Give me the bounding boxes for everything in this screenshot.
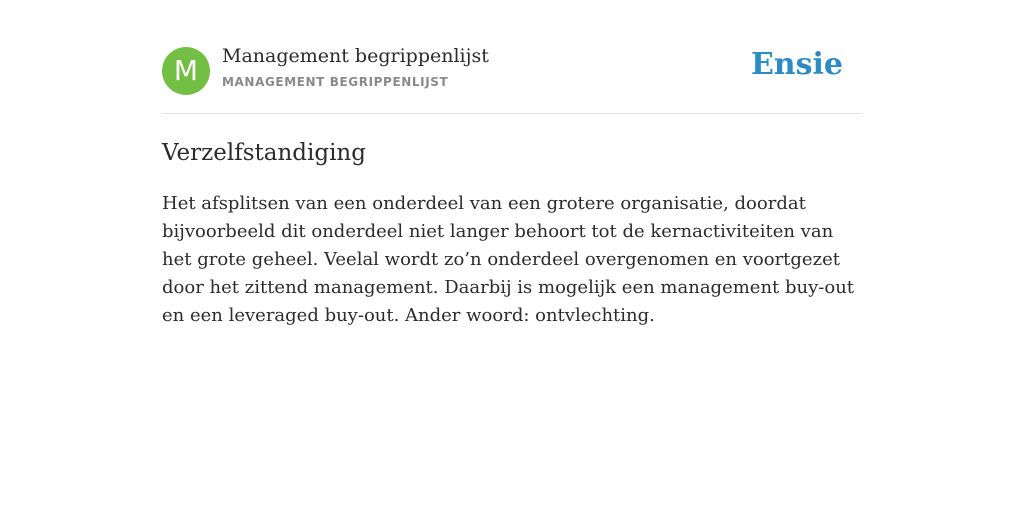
entry-term: Verzelfstandiging <box>162 140 366 166</box>
source-subtitle: MANAGEMENT BEGRIPPENLIJST <box>222 75 449 89</box>
source-avatar[interactable]: M <box>162 47 210 95</box>
entry-header <box>162 0 862 114</box>
ensie-logo[interactable]: Ensie <box>750 47 843 82</box>
entry-definition: Het afsplitsen van een onderdeel van een grotere organisatie, doordat bijvoorbeeld dit onderdeel niet langer behoort tot de kernactiviteiten van het grote geheel. Veelal wordt zo’n onderdeel overgenomen en voortgezet door het zittend management. Daarbij is mogelijk een management buy-out en een leveraged buy-out. Ander woord: ontvlechting. <box>162 193 855 326</box>
entry-card <box>162 0 862 330</box>
source-title-link[interactable]: Management begrippenlijst <box>222 45 489 67</box>
